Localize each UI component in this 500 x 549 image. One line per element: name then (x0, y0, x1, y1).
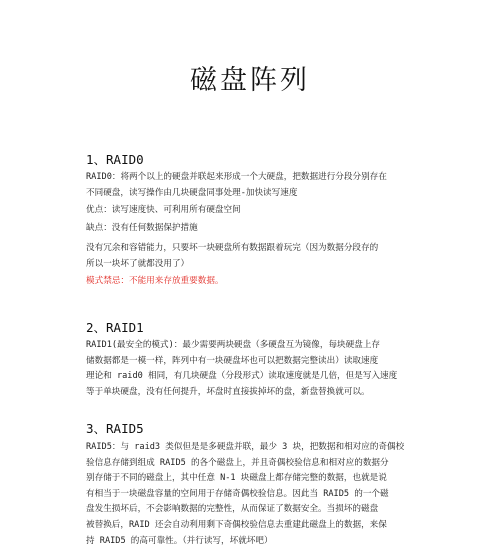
paragraph-line: 有相当于一块磁盘容量的空间用于存储奇偶校验信息。因此当 RAID5 的一个磁 (86, 488, 389, 499)
paragraph-line: 不同硬盘，读写操作由几块硬盘同事处理-加快读写速度 (86, 187, 298, 198)
paragraph-line: 理论和 raid0 相同，有几块硬盘（分段形式）读取速度就是几倍，但是写入速度 (86, 371, 398, 382)
raid0-warning (86, 274, 416, 290)
section-heading-raid1: 2、RAID1 (86, 320, 144, 335)
paragraph-line: 验信息存储到组成 RAID5 的各个磁盘上，并且奇偶校验信息和相对应的数据分 (86, 457, 389, 468)
section-heading-raid0: 1、RAID0 (86, 152, 144, 167)
raid0-disadvantages (86, 221, 416, 237)
paragraph-line: RAID1(最安全的模式)：最少需要两块硬盘（多硬盘互为镜像，每块硬盘上存 (86, 340, 381, 350)
raid0-description (86, 170, 416, 201)
paragraph-line: 别存储于不同的磁盘上，其中任意 N-1 块磁盘上都存储完整的数据，也就是说 (86, 473, 387, 484)
raid0-no-redundancy (86, 241, 416, 272)
raid1-description (86, 338, 416, 400)
raid0-advantages (86, 203, 416, 219)
paragraph-line: 所以一块坏了就都没用了） (86, 258, 190, 269)
paragraph-line: 持 RAID5 的高可靠性。（并行读写，坏就坏吧） (86, 535, 273, 546)
paragraph-line: 盘发生损坏后，不会影响数据的完整性，从而保证了数据安全。当损坏的磁盘 (86, 504, 379, 515)
paragraph-line: 优点：读写速度快、可利用所有硬盘空间 (86, 205, 241, 215)
paragraph-line: 等于单块硬盘，没有任何提升，坏盘时直接拔掉坏的盘，新盘替换就可以。 (86, 386, 370, 397)
paragraph-line: 被替换后，RAID 还会自动利用剩下奇偶校验信息去重建此磁盘上的数据，来保 (86, 519, 387, 530)
section-heading-raid5: 3、RAID5 (86, 421, 144, 436)
paragraph-line: 缺点：没有任何数据保护措施 (86, 223, 198, 233)
paragraph-line: 模式禁忌：不能用来存放重要数据。 (86, 276, 224, 286)
raid5-description (86, 440, 416, 549)
document-title: 磁盘阵列 (190, 65, 310, 96)
paragraph-line: RAID0：将两个以上的硬盘并联起来形成一个大硬盘，把数据进行分段分别存在 (86, 172, 387, 182)
paragraph-line: 储数据都是一模一样，阵列中有一块硬盘坏也可以把数据完整读出）读取速度 (86, 355, 379, 366)
paragraph-line: RAID5：与 raid3 类似但是是多硬盘并联，最少 3 块，把数据和相对应的奇偶校 (86, 442, 405, 452)
paragraph-line: 没有冗余和容错能力，只要坏一块硬盘所有数据跟着玩完（因为数据分段存的 (86, 243, 379, 253)
